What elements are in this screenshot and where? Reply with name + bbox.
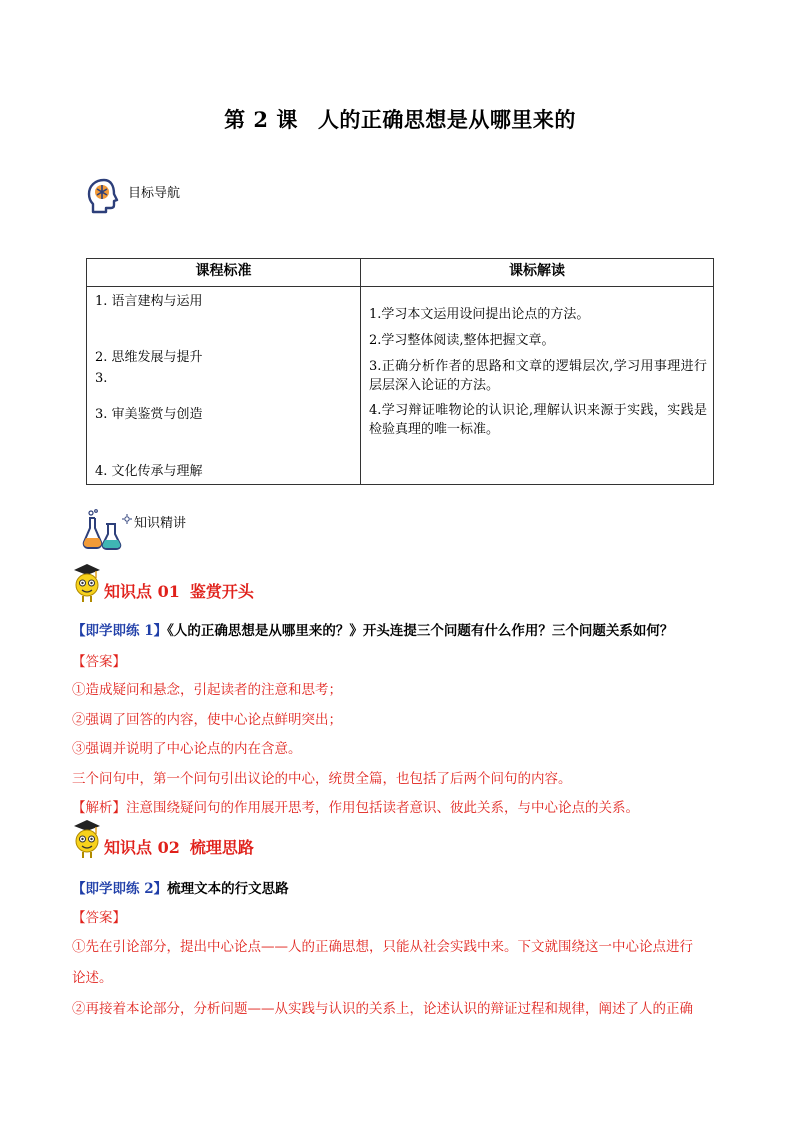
exercise-2-answer-line: ②再接着本论部分，分析问题——从实践与认识的关系上，论述认识的辩证过程和规律，阐述了人的正确 [72,1001,693,1017]
exercise-2-answer-line: ①先在引论部分，提出中心论点——人的正确思想，只能从社会实践中来。下文就围绕这一中心论点进行 [72,939,693,955]
standards-cell [87,287,361,485]
standard-item: 3. 审美鉴赏与创造 [95,407,203,422]
knowledge-point-02-label: 知识点 02 [104,838,180,857]
interpretation-item: 3.正确分析作者的思路和文章的逻辑层次,学习用事理进行层层深入论证的方法。 [369,359,707,393]
scholar-mascot-icon [72,818,102,860]
exercise-1-answer-line: ②强调了回答的内容，使中心论点鲜明突出； [72,712,342,728]
standard-item: 3. [95,371,108,386]
exercise-2-question-line [72,877,289,897]
exercise-1-analysis: 注意围绕疑问句的作用展开思考，作用包括读者意识、彼此关系，与中心论点的关系。 [126,800,639,816]
scholar-mascot-icon [72,562,102,604]
exercise-2-answer-line: 论述。 [72,970,113,986]
knowledge-point-02-name: 梳理思路 [189,838,254,857]
exercise-1-answer-line: 三个问句中，第一个问句引出议论的中心，统贯全篇，也包括了后两个问句的内容。 [72,771,572,787]
interpretation-item: 2.学习整体阅读,整体把握文章。 [369,333,555,348]
table-header-standards: 课程标准 [87,259,361,287]
exercise-1-tag: 【即学即练 1】 [72,623,168,639]
standard-item: 2. 思维发展与提升 [95,350,203,365]
knowledge-point-01-name: 鉴赏开头 [189,582,254,601]
interpretation-cell [361,287,714,485]
exercise-1-analysis-line [72,796,639,816]
interpretation-item: 1.学习本文运用设问提出论点的方法。 [369,307,590,322]
knowledge-point-02-heading [72,818,254,860]
knowledge-explanation-header [82,508,186,550]
exercise-2-question: 梳理文本的行文思路 [167,881,289,897]
exercise-1-question: 《人的正确思想是从哪里来的？》开头连提三个问题有什么作用？三个问题关系如何？ [167,623,674,639]
exercise-1-answer-line: ③强调并说明了中心论点的内在含意。 [72,741,302,757]
table-header-interpretation: 课标解读 [361,259,714,287]
lab-flasks-icon [82,508,122,550]
page-title [0,104,800,134]
exercise-2-tag: 【即学即练 2】 [72,881,168,897]
exercise-1-answer-tag: 【答案】 [72,654,126,670]
sparkle-icon [122,514,132,524]
course-standards-table [86,258,714,485]
knowledge-point-01-heading [72,562,254,604]
goal-navigation-label: 目标导航 [128,186,181,201]
standard-item: 4. 文化传承与理解 [95,464,203,479]
exercise-1-question-line [72,619,673,639]
lesson-topic: 人的正确思想是从哪里来的 [317,107,576,132]
head-brain-icon [84,176,124,216]
lesson-number: 第 2 课 [224,107,298,132]
knowledge-explanation-label: 知识精讲 [134,516,187,531]
standard-item: 1. 语言建构与运用 [95,294,203,309]
exercise-2-answer-tag: 【答案】 [72,910,126,926]
goal-navigation-header [84,176,180,216]
interpretation-item: 4.学习辩证唯物论的认识论,理解认识来源于实践，实践是检验真理的唯一标准。 [369,403,707,437]
exercise-1-answer-line: ①造成疑问和悬念，引起读者的注意和思考； [72,682,342,698]
exercise-1-analysis-tag: 【解析】 [72,800,126,816]
knowledge-point-01-label: 知识点 01 [104,582,180,601]
